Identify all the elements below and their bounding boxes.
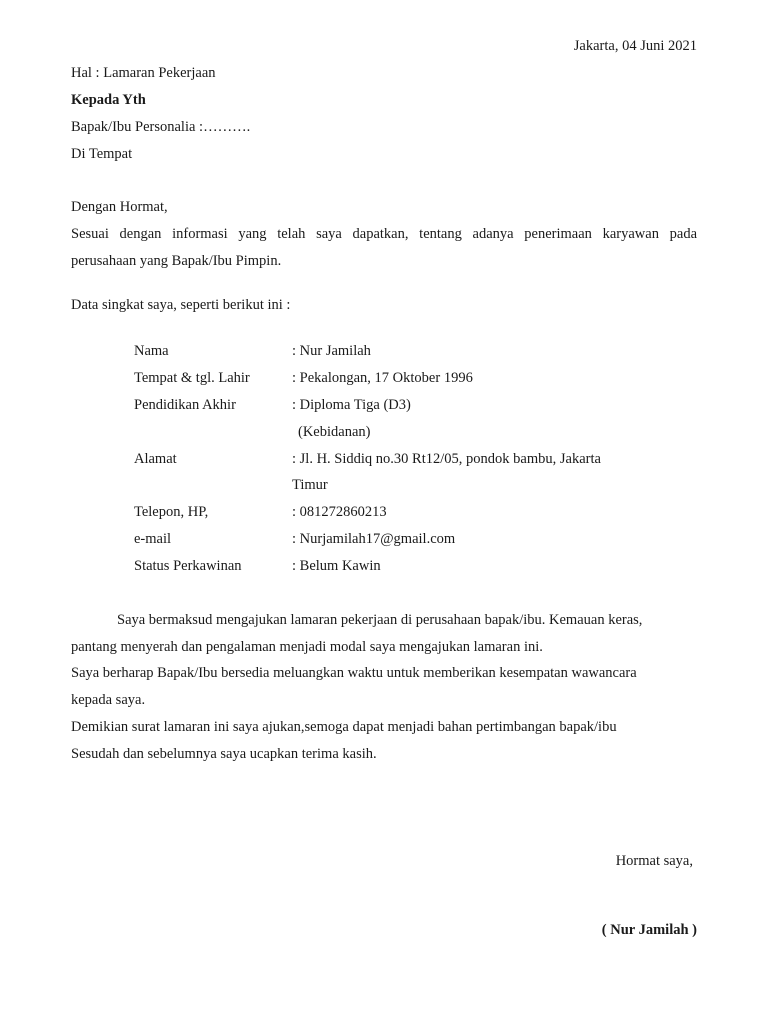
recipient-heading: Kepada Yth	[71, 92, 146, 108]
date-line: Jakarta, 04 Juni 2021	[573, 38, 697, 54]
recipient-line: Bapak/Ibu Personalia :……….	[71, 119, 251, 135]
detail-value-pendidikan-cont: (Kebidanan)	[298, 424, 371, 440]
intro-paragraph-line-1: Sesuai dengan informasi yang telah saya dapatkan, tentang adanya penerimaan karyawan pada	[71, 226, 697, 242]
detail-value-alamat-cont: Timur	[292, 477, 328, 493]
detail-label-nama: Nama	[134, 343, 169, 359]
body-line-3: Saya berharap Bapak/Ibu bersedia meluangkan waktu untuk memberikan kesempatan wawancara	[71, 665, 637, 681]
detail-label-status: Status Perkawinan	[134, 558, 242, 574]
detail-label-pendidikan: Pendidikan Akhir	[134, 397, 236, 413]
detail-value-pendidikan: : Diploma Tiga (D3)	[292, 397, 411, 413]
detail-value-alamat: : Jl. H. Siddiq no.30 Rt12/05, pondok bambu, Jakarta	[292, 451, 601, 467]
body-line-5: Demikian surat lamaran ini saya ajukan,semoga dapat menjadi bahan pertimbangan bapak/ibu	[71, 719, 617, 735]
body-line-6: Sesudah dan sebelumnya saya ucapkan terima kasih.	[71, 746, 377, 762]
body-line-2: pantang menyerah dan pengalaman menjadi modal saya mengajukan lamaran ini.	[71, 639, 543, 655]
detail-value-ttl: : Pekalongan, 17 Oktober 1996	[292, 370, 473, 386]
detail-label-alamat: Alamat	[134, 451, 177, 467]
data-intro: Data singkat saya, seperti berikut ini :	[71, 297, 291, 313]
detail-value-status: : Belum Kawin	[292, 558, 381, 574]
detail-label-telepon: Telepon, HP,	[134, 504, 209, 520]
detail-label-ttl: Tempat & tgl. Lahir	[134, 370, 250, 386]
body-line-4: kepada saya.	[71, 692, 146, 708]
location-line: Di Tempat	[71, 146, 133, 162]
subject-line: Hal : Lamaran Pekerjaan	[71, 65, 216, 81]
intro-paragraph-line-2: perusahaan yang Bapak/Ibu Pimpin.	[71, 253, 282, 269]
signature-name: ( Nur Jamilah )	[601, 922, 697, 938]
detail-value-nama: : Nur Jamilah	[292, 343, 371, 359]
detail-value-telepon: : 081272860213	[292, 504, 387, 520]
greeting: Dengan Hormat,	[71, 199, 168, 215]
detail-value-email: : Nurjamilah17@gmail.com	[292, 531, 456, 547]
detail-label-email: e-mail	[134, 531, 172, 547]
body-line-1: Saya bermaksud mengajukan lamaran pekerjaan di perusahaan bapak/ibu. Kemauan keras,	[117, 612, 643, 628]
closing: Hormat saya,	[615, 853, 693, 869]
